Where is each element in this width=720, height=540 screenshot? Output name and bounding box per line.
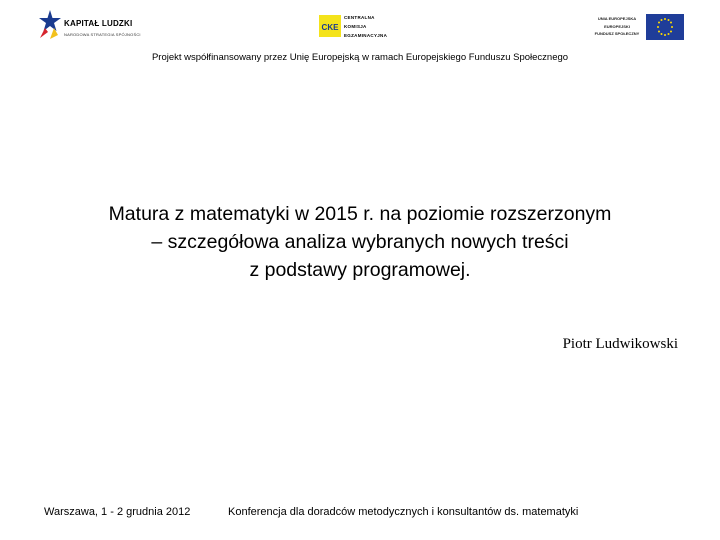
eu-logo xyxy=(592,14,684,40)
kapital-ludzki-name: KAPITAŁ LUDZKI xyxy=(64,19,133,28)
eu-flag-icon xyxy=(646,14,684,40)
title-line-3: z podstawy programowej. xyxy=(249,259,471,281)
eu-line-1: UNIA EUROPEJSKA xyxy=(597,16,637,21)
kapital-ludzki-subtitle: NARODOWA STRATEGIA SPÓJNOŚCI xyxy=(64,32,141,37)
cke-line-3: EGZAMINACYJNA xyxy=(344,33,388,38)
footer-conference-name: Konferencja dla doradców metodycznych i konsultantów ds. matematyki xyxy=(228,506,579,518)
title-line-1: Matura z matematyki w 2015 r. na poziomie rozszerzonym xyxy=(108,203,612,225)
presentation-title xyxy=(0,200,720,284)
kapital-ludzki-star-icon xyxy=(36,8,64,42)
author-name: Piotr Ludwikowski xyxy=(562,336,678,352)
eu-line-2: EUROPEJSKI xyxy=(604,24,630,29)
cke-logo xyxy=(318,12,398,42)
cke-badge-text: CKE xyxy=(321,23,339,32)
cke-badge-icon xyxy=(318,12,342,40)
cke-line-2: KOMISJA xyxy=(344,24,367,29)
eu-line-3: FUNDUSZ SPOŁECZNY xyxy=(594,31,640,36)
title-line-2: – szczegółowa analiza wybranych nowych treści xyxy=(151,231,569,253)
footer-place-date: Warszawa, 1 - 2 grudnia 2012 xyxy=(44,506,191,518)
kapital-ludzki-logo xyxy=(36,8,146,42)
eu-cofinancing-note: Projekt współfinansowany przez Unię Europejską w ramach Europejskiego Funduszu Społecznego xyxy=(151,52,569,63)
cke-line-1: CENTRALNA xyxy=(344,15,375,20)
